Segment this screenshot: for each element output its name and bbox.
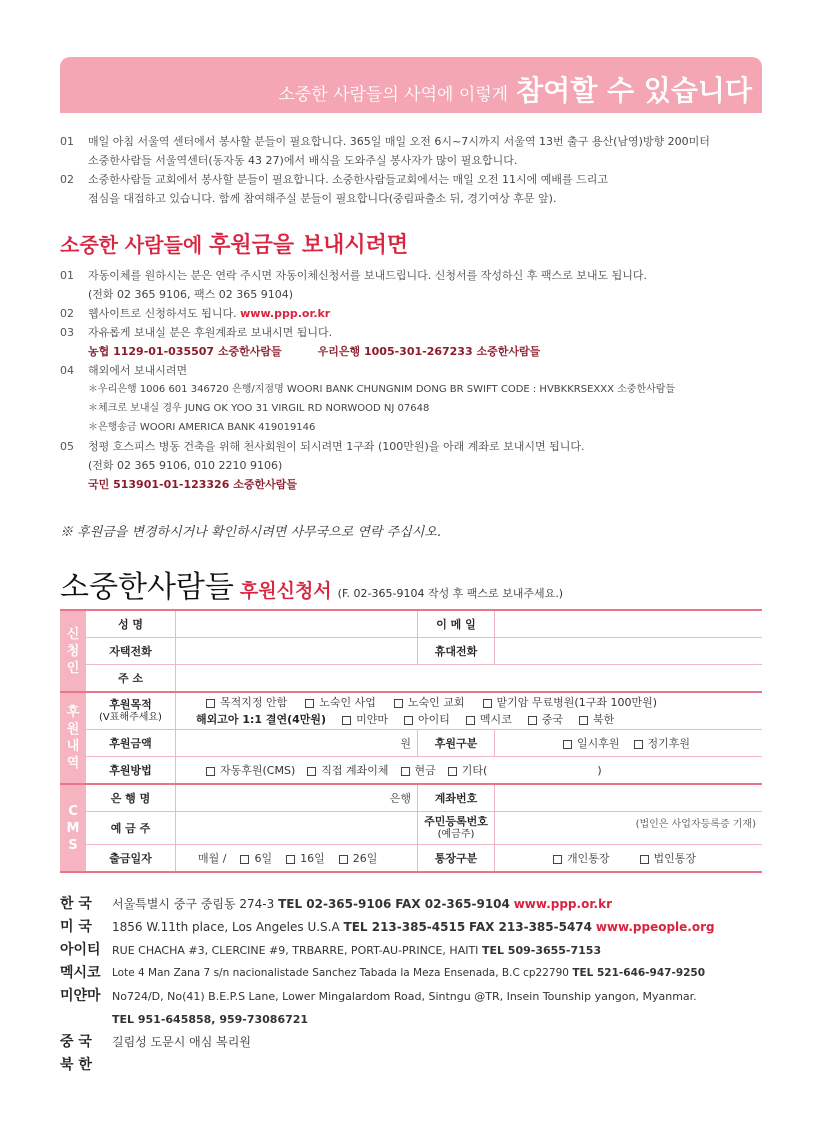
checkbox-icon bbox=[240, 855, 249, 864]
purpose-option[interactable]: 맡기암 무료병원(1구좌 100만원) bbox=[483, 694, 657, 711]
checkbox-icon bbox=[307, 767, 316, 776]
cms-section bbox=[60, 783, 762, 873]
withdraw-options: 매월 / 6일 16일 26일 bbox=[176, 845, 418, 871]
list-item: 한 국 서울특별시 중구 중림동 274-3 TEL 02-365-9106 FAX 02-365-9104 www.ppp.or.kr bbox=[60, 896, 612, 912]
type-options bbox=[495, 735, 762, 751]
account-holder-field[interactable] bbox=[176, 812, 418, 844]
table-row: 후원금액 원 후원구분 일시후원 정기후원 bbox=[86, 730, 762, 757]
account-type-options bbox=[495, 850, 762, 866]
table-row: 은 행 명 은행 계좌번호 bbox=[86, 785, 762, 812]
name-field[interactable] bbox=[176, 611, 418, 637]
donation-form bbox=[60, 609, 762, 873]
checkbox-icon bbox=[206, 699, 215, 708]
donation-list bbox=[60, 266, 762, 494]
donation-heading: 소중한 사람들에 후원금을 보내시려면 bbox=[60, 233, 409, 258]
country-option[interactable]: 중국 bbox=[528, 711, 563, 728]
table-row: 주 소 bbox=[86, 665, 762, 691]
checkbox-icon bbox=[483, 699, 492, 708]
volunteer-list bbox=[60, 132, 710, 208]
address-field[interactable] bbox=[176, 665, 762, 691]
table-row: 출금일자 매월 / 6일 16일 26일 통장구분 개인통장 법인통장 bbox=[86, 845, 762, 871]
table-row: 성 명 이 메 일 bbox=[86, 611, 762, 638]
list-item: 멕시코 Lote 4 Man Zana 7 s/n nacionalistade Sanchez Tabada la Meza Ensenada, B.C cp22790 TEL 521-646-947-9250 bbox=[60, 965, 706, 981]
method-option[interactable]: 직접 계좌이체 bbox=[307, 762, 388, 778]
list-item: 아이티 RUE CHACHA #3, CLERCINE #9, TRBARRE, PORT-AU-PRINCE, HAITI TEL 509-3655-7153 bbox=[60, 942, 602, 958]
support-side-label: 후 원 내 역 bbox=[60, 693, 86, 783]
method-option[interactable]: 현금 bbox=[401, 762, 436, 778]
list-item: 북 한 bbox=[60, 1057, 92, 1073]
checkbox-icon bbox=[286, 855, 295, 864]
type-option[interactable]: 일시후원 bbox=[563, 735, 620, 751]
account-type-option[interactable]: 개인통장 bbox=[553, 850, 610, 866]
withdraw-option[interactable]: 26일 bbox=[339, 850, 378, 866]
list-item: 05 청평 호스피스 병동 건축을 위해 천사회원이 되시려면 1구좌 (100만원)을 아래 계좌로 보내시면 됩니다. (전화 02 365 9106, 010 2210 9106) 국민 513901-01-123326 소중한사람들 bbox=[60, 440, 585, 491]
withdraw-option[interactable]: 6일 bbox=[240, 850, 272, 866]
home-phone-field[interactable] bbox=[176, 638, 418, 664]
donation-note: ※ 후원금을 변경하시거나 확인하시려면 사무국으로 연락 주십시오. bbox=[60, 525, 441, 540]
account-number-field[interactable] bbox=[495, 785, 762, 811]
list-item: 02 웹사이트로 신청하셔도 됩니다. www.ppp.or.kr bbox=[60, 307, 331, 320]
method-options bbox=[176, 762, 762, 778]
checkbox-icon bbox=[640, 855, 649, 864]
list-item: 01 자동이체를 원하시는 분은 연락 주시면 자동이체신청서를 보내드립니다. 신청서를 작성하신 후 팩스로 보내도 됩니다. (전화 02 365 9106, 팩스 02 365 9104) bbox=[60, 269, 647, 301]
website-link[interactable]: www.ppeople.org bbox=[595, 920, 715, 934]
purpose-options: 목적지정 안함 노숙인 사업 노숙인 교회 맡기암 무료병원(1구좌 100만원) 해외고아 1:1 결연(4만원) 미얀마 아이티 멕시코 중국 북한 bbox=[196, 696, 658, 726]
checkbox-icon bbox=[342, 716, 351, 725]
checkbox-icon bbox=[394, 699, 403, 708]
checkbox-icon bbox=[579, 716, 588, 725]
checkbox-icon bbox=[206, 767, 215, 776]
type-option[interactable]: 정기후원 bbox=[634, 735, 691, 751]
header-banner bbox=[60, 57, 762, 113]
table-row: 후원방법 자동후원(CMS) 직접 계좌이체 현금 기타( ) bbox=[86, 757, 762, 783]
list-item: 미얀마 No724/D, No(41) B.E.P.S Lane, Lower Mingalardom Road, Sintngu @TR, Insein Tounship yangon, Myanmar. TEL 951-645858, 959-73086721 bbox=[60, 988, 697, 1026]
checkbox-icon bbox=[448, 767, 457, 776]
list-item: 04 해외에서 보내시려면 ＊우리은행 1006 601 346720 은행/지점명 WOORI BANK CHUNGNIM DONG BR SWIFT CODE : HVBKKRSEXXX 소중한사람들 ＊체크로 보내실 경우 JUNG OK YOO 31 VIRGIL RD NORWOOD NJ 07648 ＊은행송금 WOORI AMERICA BANK 419019146 bbox=[60, 364, 676, 433]
checkbox-icon bbox=[466, 716, 475, 725]
account-type-option[interactable]: 법인통장 bbox=[640, 850, 697, 866]
purpose-option[interactable]: 노숙인 교회 bbox=[394, 694, 465, 711]
table-row: 후원목적 (V표해주세요) 목적지정 안함 노숙인 사업 노숙인 교회 맡기암 무료병원(1구좌 100만원) 해외고아 1:1 결연(4만원) 미얀마 아이티 멕시코 중국 북한 bbox=[86, 693, 762, 730]
website-link[interactable]: www.ppp.or.kr bbox=[240, 307, 331, 320]
list-item: 중 국 길림성 도문시 애심 복리원 bbox=[60, 1034, 251, 1050]
checkbox-icon bbox=[401, 767, 410, 776]
checkbox-icon bbox=[563, 740, 572, 749]
form-title: 소중한사람들 후원신청서 (F. 02-365-9104 작성 후 팩스로 보내주세요.) bbox=[60, 570, 564, 605]
country-option[interactable]: 멕시코 bbox=[466, 711, 512, 728]
checkbox-icon bbox=[404, 716, 413, 725]
id-number-field[interactable]: (법인은 사업자등록증 기재) bbox=[635, 819, 756, 830]
list-item: 미 국 1856 W.11th place, Los Angeles U.S.A TEL 213-385-4515 FAX 213-385-5474 www.ppeople.org bbox=[60, 919, 715, 935]
support-section bbox=[60, 691, 762, 783]
amount-field[interactable]: 원 bbox=[176, 730, 418, 756]
email-field[interactable] bbox=[495, 611, 762, 637]
table-row: 예 금 주 주민등록번호 (예금주) (법인은 사업자등록증 기재) bbox=[86, 812, 762, 845]
office-addresses bbox=[60, 893, 762, 1077]
applicant-section bbox=[60, 609, 762, 691]
table-row: 자택전화 휴대전화 bbox=[86, 638, 762, 665]
checkbox-icon bbox=[553, 855, 562, 864]
method-option[interactable]: 기타( ) bbox=[448, 762, 602, 778]
method-option[interactable]: 자동후원(CMS) bbox=[206, 762, 295, 778]
withdraw-option[interactable]: 16일 bbox=[286, 850, 325, 866]
list-item: 03 자유롭게 보내실 분은 후원계좌로 보내시면 됩니다. 농협 1129-01-035507 소중한사람들 우리은행 1005-301-267233 소중한사람들 bbox=[60, 326, 541, 358]
mobile-phone-field[interactable] bbox=[495, 638, 762, 664]
country-option[interactable]: 북한 bbox=[579, 711, 614, 728]
cms-side-label: C M S bbox=[60, 785, 86, 871]
bank-field[interactable]: 은행 bbox=[176, 785, 418, 811]
checkbox-icon bbox=[528, 716, 537, 725]
country-option[interactable]: 아이티 bbox=[404, 711, 450, 728]
website-link[interactable]: www.ppp.or.kr bbox=[513, 897, 612, 911]
applicant-side-label: 신 청 인 bbox=[60, 611, 86, 691]
list-item: 02 소중한사람들 교회에서 봉사할 분들이 필요합니다. 소중한사람들교회에서는 매일 오전 11시에 예배를 드리고 점심을 대접하고 있습니다. 함께 참여해주실 분들이 필요합니다(중림파출소 뒤, 경기여상 후문 앞). bbox=[60, 173, 608, 205]
checkbox-icon bbox=[634, 740, 643, 749]
purpose-option[interactable]: 목적지정 안함 bbox=[206, 694, 287, 711]
country-option[interactable]: 미얀마 bbox=[342, 711, 388, 728]
checkbox-icon bbox=[339, 855, 348, 864]
banner-title: 소중한 사람들의 사역에 이렇게 참여할 수 있습니다 bbox=[278, 74, 752, 107]
purpose-option[interactable]: 노숙인 사업 bbox=[305, 694, 376, 711]
list-item: 01 매일 아침 서울역 센터에서 봉사할 분들이 필요합니다. 365일 매일 오전 6시~7시까지 서울역 13번 출구 용산(남영)방향 200미터 소중한사람들 서울역센터(동자동 43 27)에서 배식을 도와주실 봉사자가 많이 필요합니다. bbox=[60, 135, 710, 167]
checkbox-icon bbox=[305, 699, 314, 708]
